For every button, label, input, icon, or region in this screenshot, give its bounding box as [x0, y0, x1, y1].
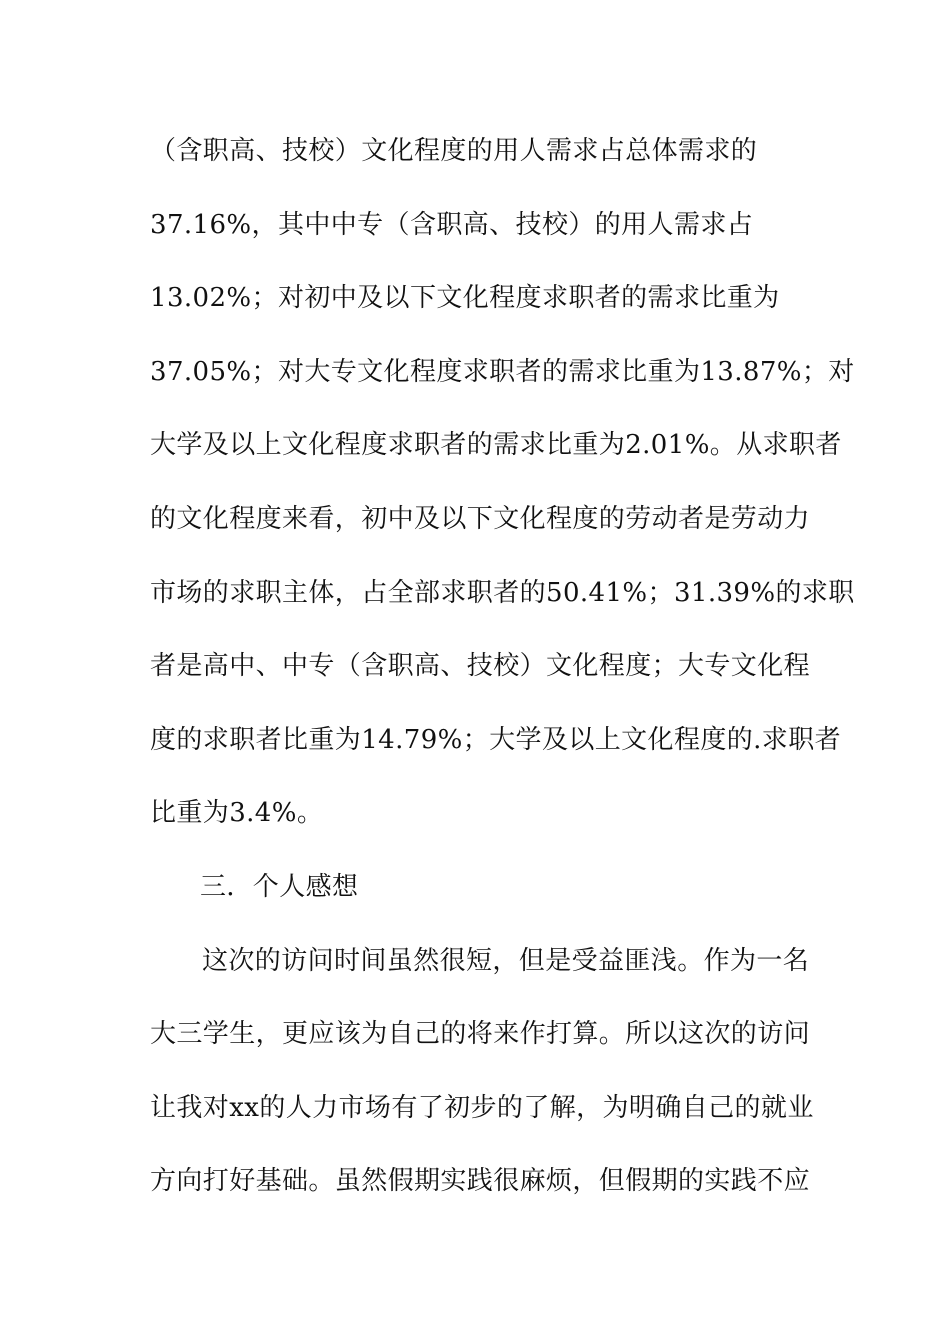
paragraph-line: 市场的求职主体，占全部求职者的50.41%；31.39%的求职 — [150, 577, 855, 608]
paragraph-line: 度的求职者比重为14.79%；大学及以上文化程度的.求职者 — [150, 724, 842, 755]
paragraph-line: 37.16%，其中中专（含职高、技校）的用人需求占 — [150, 209, 754, 240]
paragraph-line: 让我对xx的人力市场有了初步的了解，为明确自己的就业 — [150, 1092, 814, 1123]
paragraph-line: 者是高中、中专（含职高、技校）文化程度；大专文化程 — [150, 651, 811, 682]
document-body — [150, 115, 855, 1219]
paragraph-line: 大学及以上文化程度求职者的需求比重为2.01%。从求职者 — [150, 430, 842, 461]
paragraph-line: 这次的访问时间虽然很短，但是受益匪浅。作为一名 — [202, 945, 810, 976]
section-heading: 三．个人感想 — [200, 871, 359, 902]
paragraph-line: 方向打好基础。虽然假期实践很麻烦，但假期的实践不应 — [150, 1166, 811, 1197]
paragraph-line: （含职高、技校）文化程度的用人需求占总体需求的 — [150, 136, 758, 166]
paragraph-line: 13.02%；对初中及以下文化程度求职者的需求比重为 — [150, 283, 780, 314]
paragraph-line: 比重为3.4%。 — [150, 798, 324, 829]
paragraph-line: 大三学生，更应该为自己的将来作打算。所以这次的访问 — [150, 1019, 811, 1050]
paragraph-line: 的文化程度来看，初中及以下文化程度的劳动者是劳动力 — [150, 503, 811, 534]
paragraph-line: 37.05%；对大专文化程度求职者的需求比重为13.87%；对 — [150, 356, 855, 387]
